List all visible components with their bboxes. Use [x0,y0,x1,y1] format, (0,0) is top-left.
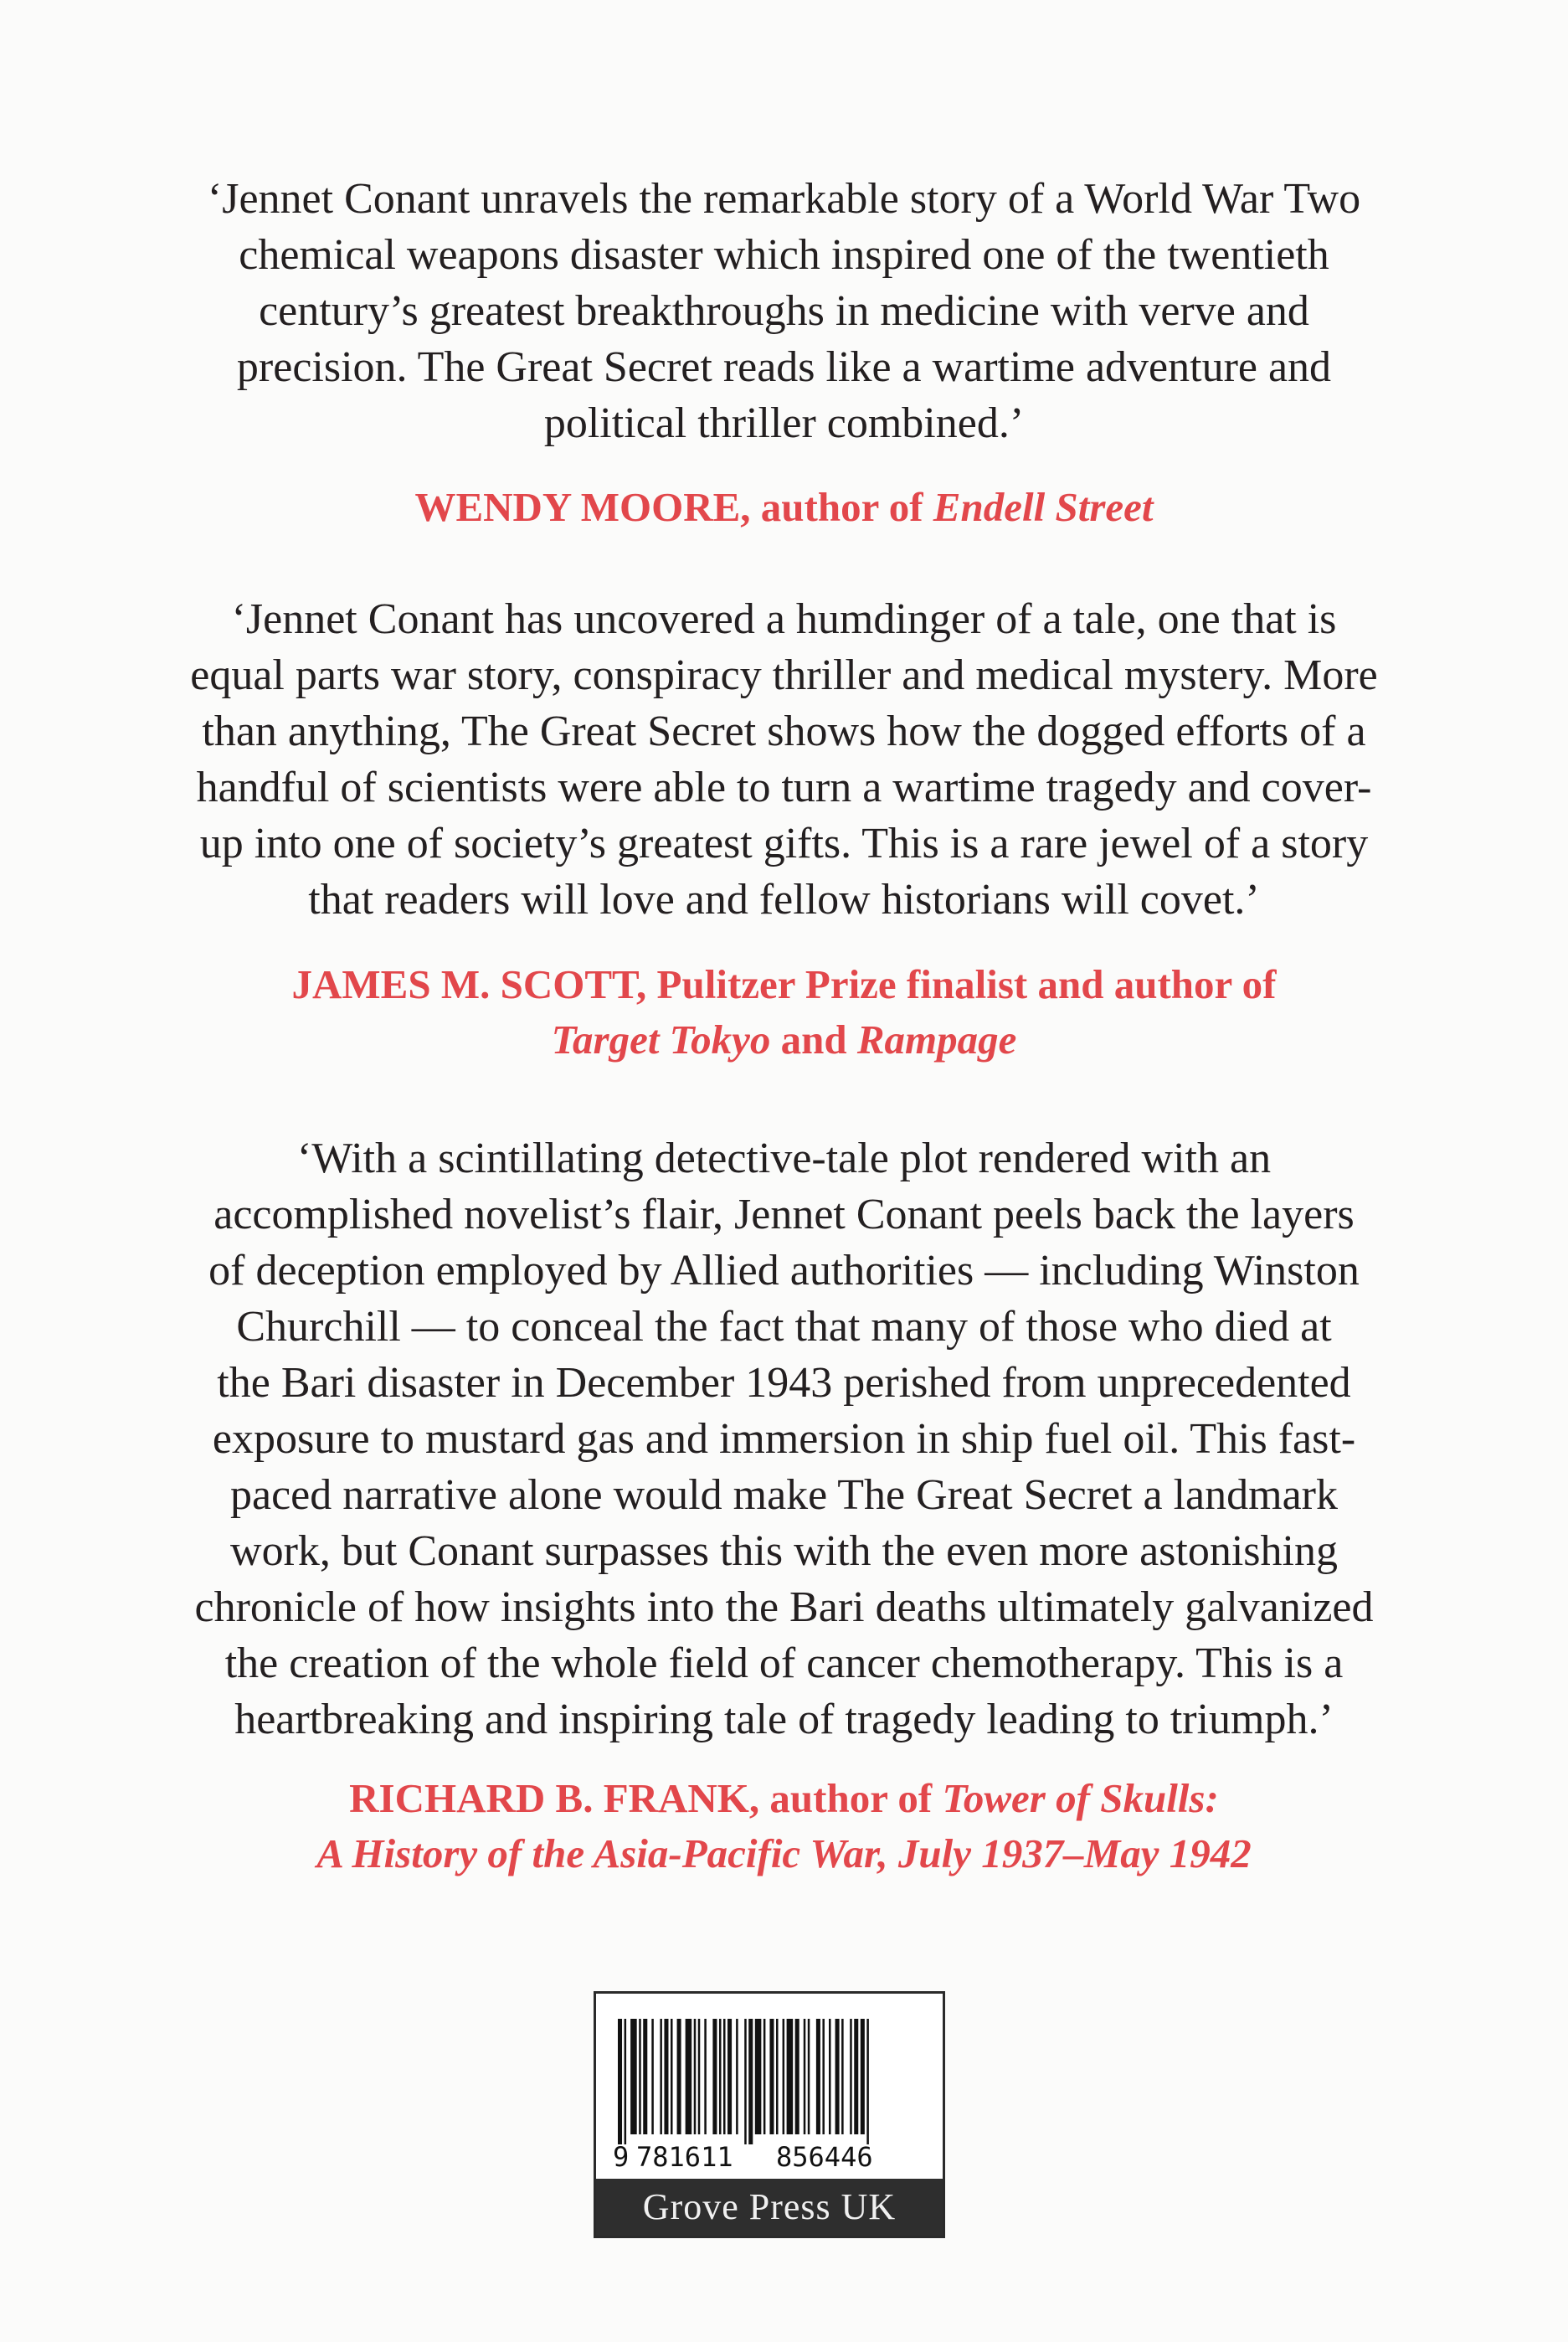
barcode-bar [861,2019,865,2134]
quote-line: the Bari disaster in December 1943 perished from unprecedented [217,1359,1351,1407]
barcode-bar [712,2019,717,2134]
barcode-bar [651,2019,654,2134]
barcode-bar [727,2019,732,2134]
attribution-book-title: Tower of Skulls: [942,1775,1219,1821]
quote-line: chemical weapons disaster which inspired one of the twentieth [239,231,1329,279]
quote-line: accomplished novelist’s flair, Jennet Conant peels back the layers [213,1191,1355,1238]
attribution-books [126,1012,1442,1068]
isbn-left-group: 781611 [636,2141,733,2173]
barcode-bar [763,2019,766,2134]
barcode-bar [618,2019,622,2144]
quote-line: work, but Conant surpasses this with the even more astonishing [230,1527,1338,1575]
attribution-name: RICHARD B. FRANK, author of [349,1775,943,1821]
review-quote-2 [126,591,1442,928]
attribution-book-title: Rampage [856,1017,1017,1063]
isbn-digits [613,2141,931,2175]
barcode-bar [625,2019,627,2144]
attribution-name: JAMES M. SCOTT, Pulitzer Prize finalist and author of [291,961,1277,1007]
barcode-bar [866,2019,869,2144]
barcode-bar [841,2019,844,2134]
barcode-bar [829,2019,831,2134]
barcode-bar [694,2019,697,2134]
barcode-bar [804,2019,806,2134]
barcode-bar [664,2019,668,2134]
quote-line: political thriller combined.’ [543,399,1025,447]
barcode-bar [686,2019,692,2134]
barcode-bar [835,2019,840,2134]
quote-line: handful of scientists were able to turn a wartime tragedy and cover- [196,764,1372,811]
quote-line: century’s greatest breakthroughs in medicine with verve and [259,287,1309,335]
attribution-book-subtitle: A History of the Asia-Pacific War, July 1937–May 1942 [316,1830,1252,1876]
attribution-conjunction: and [770,1017,857,1063]
barcode-bar [660,2019,662,2134]
quote-line: than anything, The Great Secret shows how the dogged efforts of a [202,708,1366,755]
quote-line: of deception employed by Allied authorities — including Winston [208,1247,1360,1295]
review-attribution-1 [126,480,1442,535]
isbn-barcode [594,1991,945,2238]
barcode-bar [822,2019,825,2134]
barcode-bar [795,2019,799,2134]
quote-line: Churchill — to conceal the fact that many of those who died at [236,1303,1332,1351]
isbn-first-digit: 9 [613,2141,630,2173]
barcode-bar [677,2019,681,2134]
barcode-bar [744,2019,747,2144]
quote-line: paced narrative alone would make The Great Secret a landmark [230,1471,1338,1519]
barcode-bar [776,2019,779,2134]
publisher-label: Grove Press UK [596,2179,943,2236]
barcode-bar [639,2019,641,2134]
attribution-book-title: Target Tokyo [551,1017,771,1063]
quote-line: the creation of the whole field of cancer chemotherapy. This is a [224,1639,1344,1687]
quote-line: exposure to mustard gas and immersion in ship fuel oil. This fast- [212,1415,1356,1463]
barcode-bar [704,2019,707,2134]
quote-line: ‘Jennet Conant unravels the remarkable story of a World War Two [207,175,1361,223]
barcode-bar [671,2019,673,2134]
barcode-bar [723,2019,726,2134]
quote-line: heartbreaking and inspiring tale of tragedy leading to triumph.’ [234,1696,1334,1743]
barcode-bar [808,2019,810,2134]
attribution-book-title: Endell Street [933,484,1154,530]
isbn-right-group: 856446 [776,2141,873,2173]
quote-line: ‘Jennet Conant has uncovered a humdinger of a tale, one that is [231,595,1337,643]
quote-line: equal parts war story, conspiracy thriller and medical mystery. More [190,651,1378,699]
barcode-bar [787,2019,794,2134]
review-attribution-3 [126,1771,1442,1881]
quote-line: precision. The Great Secret reads like a wartime adventure and [236,343,1332,391]
barcode-bar [783,2019,785,2134]
barcode-bar [816,2019,820,2134]
attribution-name: WENDY MOORE, author of [414,484,933,530]
quote-line: that readers will love and fellow historians will covet.’ [308,876,1260,924]
barcode-bar [850,2019,852,2134]
quote-line: chronicle of how insights into the Bari deaths ultimately galvanized [194,1583,1374,1631]
barcode-bar [630,2019,637,2134]
barcode-bar [769,2019,774,2134]
barcode-bar [755,2019,762,2134]
barcode-bar [748,2019,753,2144]
barcode-bar [643,2019,647,2134]
review-attribution-2 [126,957,1442,1068]
quote-line: ‘With a scintillating detective-tale plot rendered with an [296,1135,1272,1182]
barcode-bars [613,2019,931,2144]
barcode-bar [719,2019,722,2134]
barcode-bar [854,2019,858,2134]
barcode-bar [736,2019,738,2134]
review-quote-1 [126,171,1442,451]
barcode-bar [698,2019,701,2134]
review-quote-3 [126,1130,1442,1747]
quote-line: up into one of society’s greatest gifts. This is a rare jewel of a story [199,820,1369,867]
